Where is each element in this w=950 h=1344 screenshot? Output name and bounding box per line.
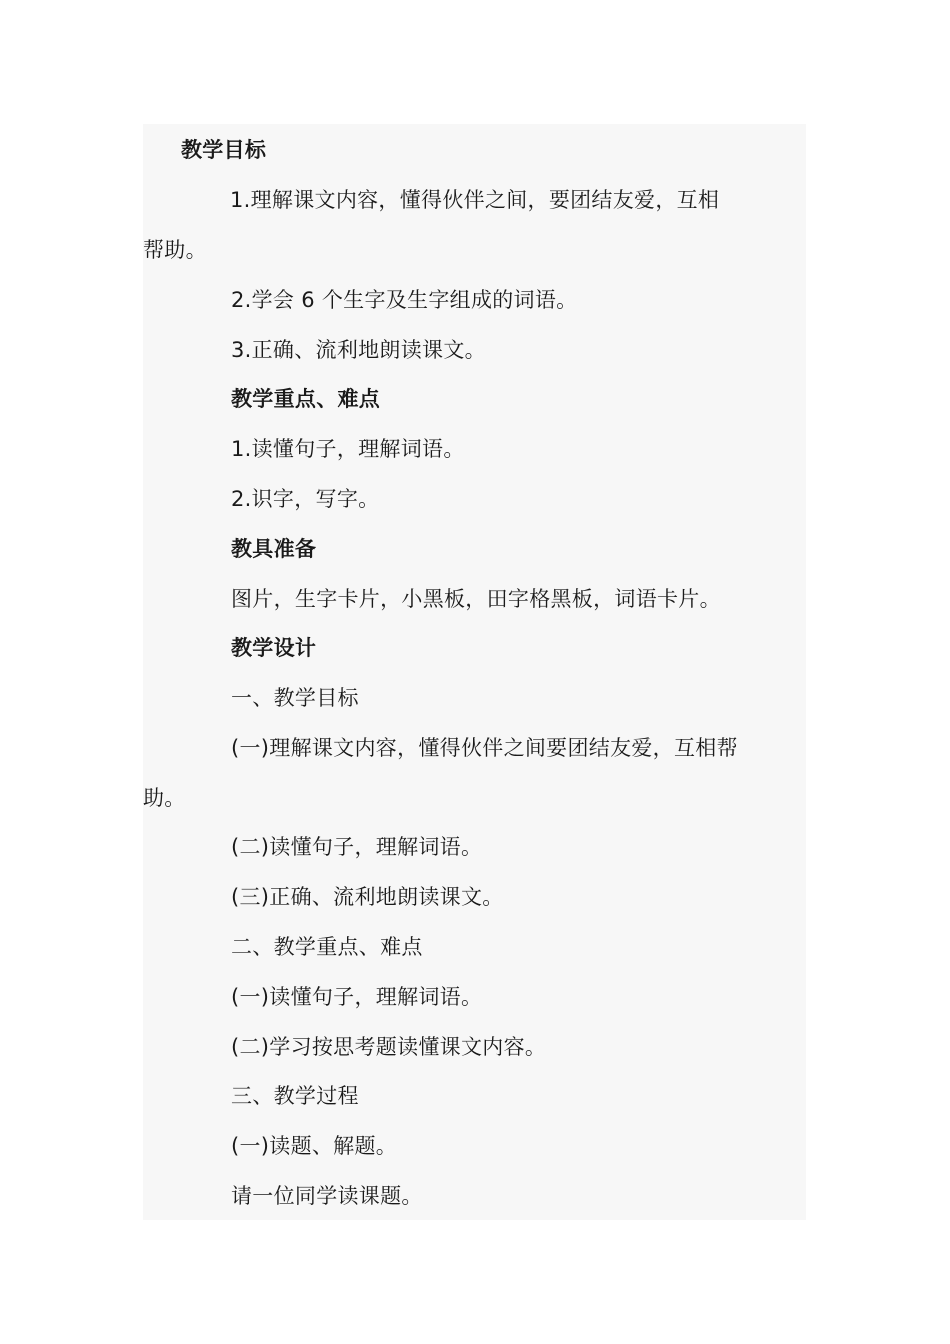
paragraph-line: 1.理解课文内容，懂得伙伴之间，要团结友爱，互相 (230, 188, 720, 212)
paragraph-line: 1.读懂句子，理解词语。 (231, 437, 465, 461)
paragraph-line: 图片，生字卡片，小黑板，田字格黑板，词语卡片。 (231, 587, 721, 611)
paragraph-line: 请一位同学读课题。 (231, 1184, 423, 1208)
paragraph-line: (二)读懂句子，理解词语。 (231, 835, 483, 859)
heading-teaching-design: 教学设计 (231, 636, 317, 660)
paragraph-line: (二)学习按思考题读懂课文内容。 (231, 1035, 547, 1059)
paragraph-line: 2.识字，写字。 (231, 487, 380, 511)
section-heading: 一、教学目标 (231, 686, 359, 710)
paragraph-line: 助。 (143, 786, 186, 810)
paragraph-line: 帮助。 (143, 238, 207, 262)
heading-teaching-goals: 教学目标 (181, 138, 267, 162)
section-heading: 二、教学重点、难点 (231, 935, 423, 959)
paragraph-line: (一)读题、解题。 (231, 1134, 398, 1158)
paragraph-line: 3.正确、流利地朗读课文。 (231, 338, 486, 362)
section-heading: 三、教学过程 (231, 1084, 359, 1108)
paragraph-line: (一)读懂句子，理解词语。 (231, 985, 483, 1009)
heading-teaching-aids: 教具准备 (231, 537, 317, 561)
paragraph-line: (一)理解课文内容，懂得伙伴之间要团结友爱，互相帮 (231, 736, 738, 760)
paragraph-line: 2.学会 6 个生字及生字组成的词语。 (231, 288, 578, 312)
paragraph-line: (三)正确、流利地朗读课文。 (231, 885, 504, 909)
heading-key-points: 教学重点、难点 (231, 387, 381, 411)
